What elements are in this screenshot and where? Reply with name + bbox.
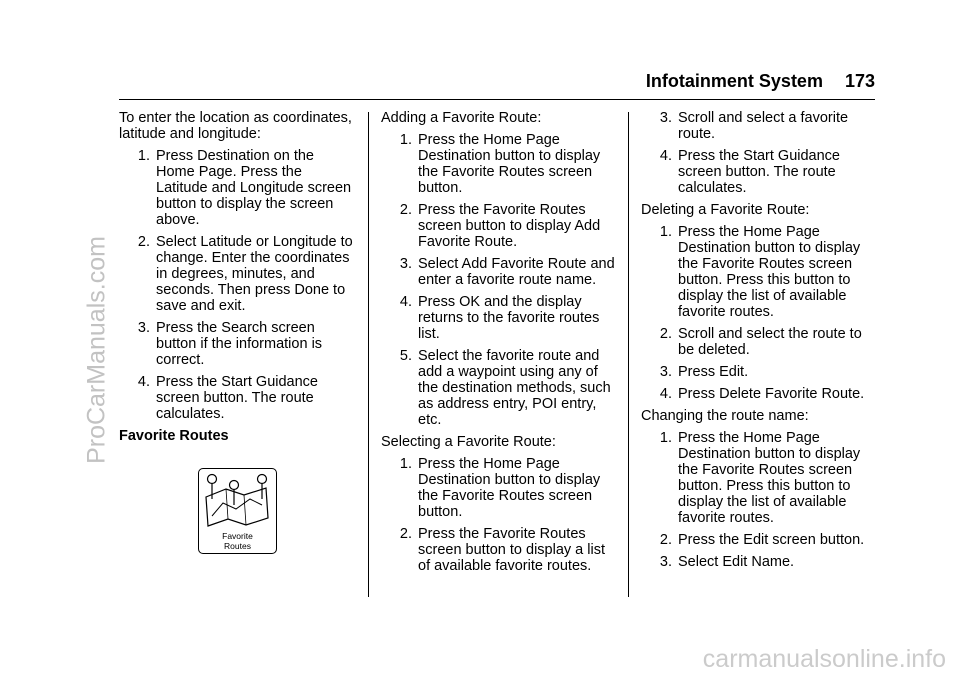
page-number: 173 <box>844 71 875 91</box>
step-text: Press the Edit screen button. <box>678 532 865 548</box>
header-rule <box>119 99 875 100</box>
footer-watermark: carmanualsonline.info <box>702 645 946 673</box>
step-number: 4. <box>659 386 672 402</box>
list-item <box>641 110 877 142</box>
step-number: 4. <box>137 374 150 390</box>
list-item <box>381 256 615 288</box>
step-number: 2. <box>659 532 672 548</box>
list-item <box>641 224 877 320</box>
list-item <box>381 348 615 428</box>
step-text: Select Latitude or Longitude to change. Enter the coordinates in degrees, minutes, and seconds. Then press Done to save and exit. <box>156 234 353 314</box>
coordinates-intro: To enter the location as coordinates, latitude and longitude: <box>119 110 352 142</box>
step-text: Press the Home Page Destination button to display the Favorite Routes screen button. <box>418 132 601 196</box>
step-number: 3. <box>137 320 150 336</box>
step-text: Press the Favorite Routes screen button to display Add Favorite Route. <box>418 202 601 250</box>
step-text: Press the Start Guidance screen button. The route calculates. <box>678 148 840 196</box>
list-item <box>119 374 354 422</box>
column-divider-1 <box>368 112 369 597</box>
changing-steps <box>641 430 877 570</box>
step-number: 3. <box>399 256 412 272</box>
coordinates-steps <box>119 148 354 422</box>
changing-route-name-title: Changing the route name: <box>641 408 809 424</box>
list-item <box>381 132 615 196</box>
list-item <box>381 202 615 250</box>
side-watermark: ProCarManuals.com <box>82 236 111 464</box>
list-item <box>119 234 354 314</box>
step-number: 1. <box>399 132 412 148</box>
step-number: 2. <box>399 202 412 218</box>
page-header <box>600 71 875 92</box>
list-item <box>641 430 877 526</box>
deleting-steps <box>641 224 877 402</box>
adding-favorite-route-title: Adding a Favorite Route: <box>381 110 542 126</box>
step-number: 2. <box>399 526 412 542</box>
favorite-routes-icon <box>198 468 277 554</box>
list-item <box>381 456 615 520</box>
step-text: Select the favorite route and add a waypoint using any of the destination methods, such as address entry, POI entry, etc. <box>418 348 611 428</box>
step-number: 4. <box>659 148 672 164</box>
selecting-favorite-route-title: Selecting a Favorite Route: <box>381 434 556 450</box>
step-text: Press Destination on the Home Page. Press the Latitude and Longitude screen button to display the screen above. <box>156 148 352 228</box>
step-number: 1. <box>659 430 672 446</box>
step-text: Press the Home Page Destination button to display the Favorite Routes screen button. <box>418 456 601 520</box>
list-item <box>381 294 615 342</box>
list-item <box>641 554 877 570</box>
list-item <box>641 364 877 380</box>
step-number: 4. <box>399 294 412 310</box>
step-number: 2. <box>659 326 672 342</box>
step-number: 3. <box>659 110 672 126</box>
list-item <box>641 532 877 548</box>
step-text: Press the Start Guidance screen button. The route calculates. <box>156 374 318 422</box>
step-number: 1. <box>399 456 412 472</box>
column-3 <box>641 110 877 576</box>
step-text: Press the Home Page Destination button to display the Favorite Routes screen button. Press this button to display the list of available favorite routes. <box>678 224 861 320</box>
step-number: 5. <box>399 348 412 364</box>
step-text: Press OK and the display returns to the favorite routes list. <box>418 294 600 342</box>
selecting-steps-continued <box>641 110 877 196</box>
step-text: Press Edit. <box>678 364 749 380</box>
selecting-steps <box>381 456 615 574</box>
adding-steps <box>381 132 615 428</box>
list-item <box>381 526 615 574</box>
step-text: Press Delete Favorite Route. <box>678 386 865 402</box>
step-number: 2. <box>137 234 150 250</box>
column-2 <box>381 110 615 580</box>
step-number: 1. <box>137 148 150 164</box>
step-number: 3. <box>659 364 672 380</box>
step-text: Scroll and select a favorite route. <box>678 110 849 142</box>
list-item <box>641 386 877 402</box>
step-text: Press the Favorite Routes screen button to display a list of available favorite routes. <box>418 526 605 574</box>
list-item <box>119 320 354 368</box>
list-item <box>641 326 877 358</box>
list-item <box>641 148 877 196</box>
step-number: 3. <box>659 554 672 570</box>
favorite-routes-heading: Favorite Routes <box>119 428 229 444</box>
section-title: Infotainment System <box>645 71 823 91</box>
step-text: Scroll and select the route to be deleted. <box>678 326 862 358</box>
list-item <box>119 148 354 228</box>
step-text: Press the Home Page Destination button to display the Favorite Routes screen button. Press this button to display the list of available favorite routes. <box>678 430 861 526</box>
favorite-routes-icon-label: Favorite Routes <box>222 531 253 551</box>
column-divider-2 <box>628 112 629 597</box>
deleting-favorite-route-title: Deleting a Favorite Route: <box>641 202 810 218</box>
step-text: Select Add Favorite Route and enter a favorite route name. <box>418 256 615 288</box>
step-text: Select Edit Name. <box>678 554 795 570</box>
step-text: Press the Search screen button if the information is correct. <box>156 320 323 368</box>
step-number: 1. <box>659 224 672 240</box>
map-pins-icon <box>199 469 275 529</box>
column-1 <box>119 110 354 554</box>
